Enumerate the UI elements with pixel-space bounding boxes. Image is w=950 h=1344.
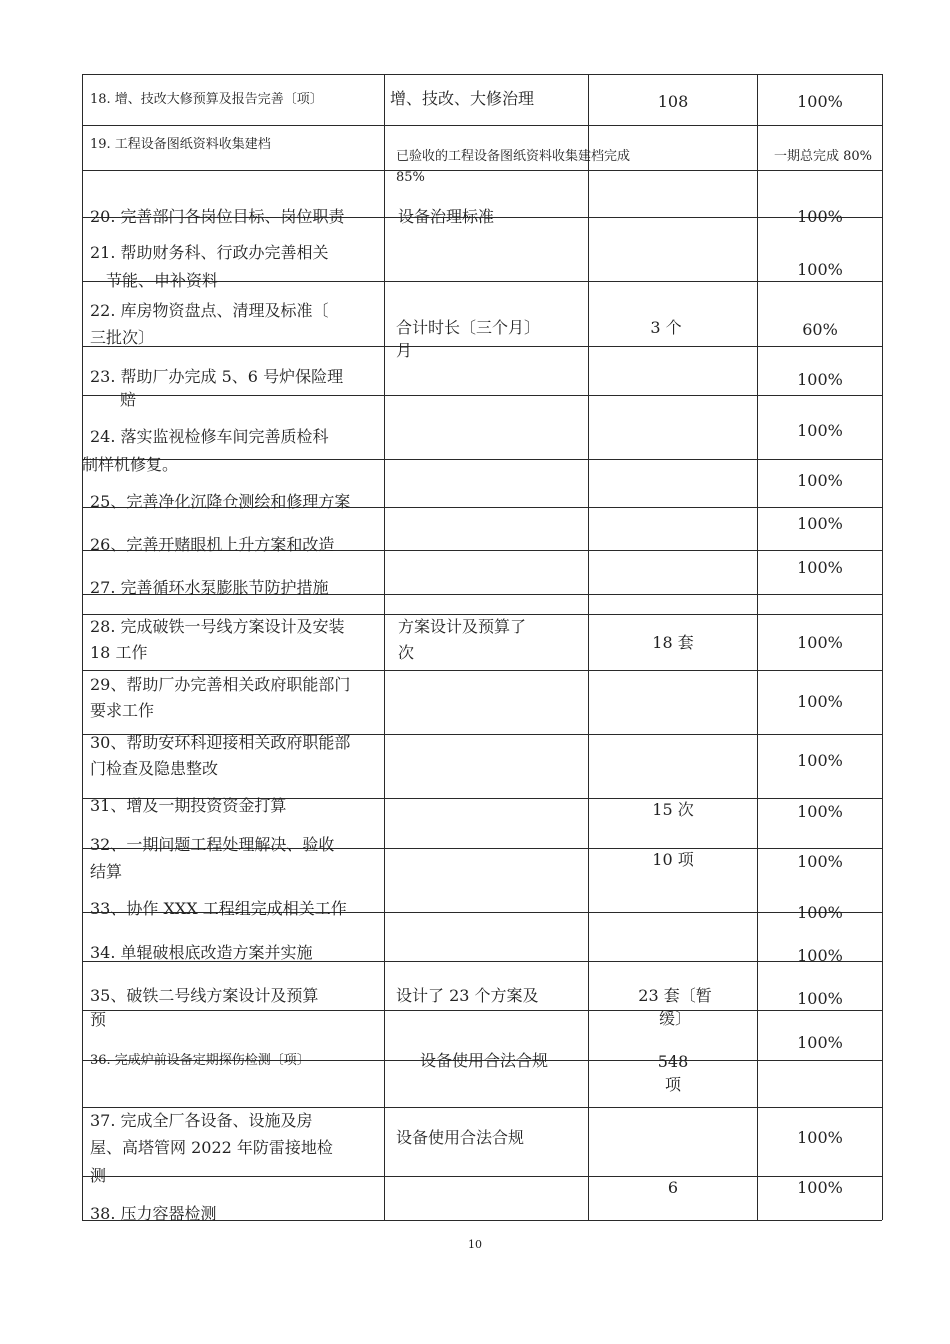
table-rule bbox=[82, 125, 882, 126]
quantity-cell-text: 23 套〔暂 bbox=[638, 986, 712, 1005]
item-cell-text: 制样机修复。 bbox=[82, 455, 179, 474]
item-cell-text: 预 bbox=[90, 1010, 107, 1029]
description-cell-text: 次 bbox=[398, 643, 415, 662]
completion-cell-text: 100% bbox=[797, 1128, 843, 1147]
item-cell-text: 赔 bbox=[120, 390, 137, 409]
completion-cell-text: 100% bbox=[797, 1178, 843, 1197]
description-cell-text: 85% bbox=[396, 170, 425, 185]
item-cell-text: 28. 完成破铁一号线方案设计及安装 bbox=[90, 617, 345, 636]
quantity-cell-text: 18 套 bbox=[652, 633, 694, 652]
quantity-cell-text: 548 bbox=[657, 1052, 689, 1071]
item-cell-text: 18. 增、技改大修预算及报告完善〔项〕 bbox=[90, 92, 323, 107]
quantity-cell-text: 15 次 bbox=[652, 800, 694, 819]
item-cell-text: 25、完善净化沉降仓测绘和修理方案 bbox=[90, 492, 351, 511]
description-cell-text: 增、技改、大修治理 bbox=[390, 89, 535, 108]
description-cell-text: 月 bbox=[396, 341, 413, 360]
quantity-cell-text: 108 bbox=[657, 92, 689, 111]
item-cell-text: 36. 完成炉前设备定期探伤检测〔项〕 bbox=[90, 1053, 310, 1068]
page-number: 10 bbox=[468, 1238, 482, 1251]
item-cell-text: 30、帮助安环科迎接相关政府职能部 bbox=[90, 733, 351, 752]
completion-cell-text: 100% bbox=[797, 802, 843, 821]
completion-cell-text: 100% bbox=[797, 471, 843, 490]
completion-cell-text: 100% bbox=[797, 852, 843, 871]
table-rule bbox=[82, 670, 882, 671]
item-cell-text: 21. 帮助财务科、行政办完善相关 bbox=[90, 243, 329, 262]
description-cell-text: 设备使用合法合规 bbox=[420, 1051, 549, 1070]
completion-cell-text: 100% bbox=[797, 903, 843, 922]
item-cell-text: 34. 单辊破根底改造方案并实施 bbox=[90, 943, 313, 962]
table-rule bbox=[82, 1176, 882, 1177]
description-cell-text: 已验收的工程设备图纸资料收集建档完成 bbox=[396, 149, 631, 164]
table-rule bbox=[82, 395, 882, 396]
completion-cell-text: 100% bbox=[797, 370, 843, 389]
completion-cell-text: 100% bbox=[797, 989, 843, 1008]
quantity-cell-text: 缓〕 bbox=[658, 1009, 692, 1028]
completion-cell-text: 100% bbox=[797, 692, 843, 711]
item-cell-text: 要求工作 bbox=[90, 701, 155, 720]
description-cell-text: 设计了 23 个方案及 bbox=[396, 986, 539, 1005]
item-cell-text: 23. 帮助厂办完成 5、6 号炉保险理 bbox=[90, 367, 344, 386]
item-cell-text: 32、一期问题工程处理解决、验收 bbox=[90, 835, 335, 854]
item-cell-text: 24. 落实监视检修车间完善质检科 bbox=[90, 427, 329, 446]
table-rule bbox=[82, 1107, 882, 1108]
table-rule bbox=[82, 614, 882, 615]
table-column-rule bbox=[757, 74, 758, 1220]
item-cell-text: 37. 完成全厂各设备、设施及房 bbox=[90, 1111, 313, 1130]
completion-cell-text: 100% bbox=[797, 1033, 843, 1052]
table-column-rule bbox=[82, 74, 83, 1220]
item-cell-text: 三批次〕 bbox=[90, 328, 155, 347]
item-cell-text: 31、增及一期投资资金打算 bbox=[90, 796, 287, 815]
item-cell-text: 33、协作 XXX 工程组完成相关工作 bbox=[90, 899, 347, 918]
item-cell-text: 门检查及隐患整改 bbox=[90, 759, 219, 778]
quantity-cell-text: 6 bbox=[667, 1178, 679, 1197]
completion-cell-text: 100% bbox=[797, 207, 843, 226]
completion-cell-text: 一期总完成 80% bbox=[773, 149, 873, 164]
table-column-rule bbox=[384, 74, 385, 1220]
item-cell-text: 测 bbox=[90, 1166, 107, 1185]
item-cell-text: 22. 库房物资盘点、清理及标准〔 bbox=[90, 301, 329, 320]
item-cell-text: 19. 工程设备图纸资料收集建档 bbox=[90, 137, 271, 152]
table-rule bbox=[82, 1010, 882, 1011]
table-rule bbox=[82, 459, 882, 460]
quantity-cell-text: 项 bbox=[664, 1075, 682, 1094]
table-rule bbox=[82, 170, 882, 171]
table-column-rule bbox=[882, 74, 883, 1220]
item-cell-text: 20. 完善部门各岗位目标、岗位职责 bbox=[90, 207, 345, 226]
completion-cell-text: 100% bbox=[797, 421, 843, 440]
description-cell-text: 方案设计及预算了 bbox=[398, 617, 527, 636]
description-cell-text: 设备治理标准 bbox=[398, 207, 495, 226]
item-cell-text: 35、破铁二号线方案设计及预算 bbox=[90, 986, 319, 1005]
completion-cell-text: 100% bbox=[797, 946, 843, 965]
completion-cell-text: 100% bbox=[797, 514, 843, 533]
description-cell-text: 合计时长〔三个月〕 bbox=[396, 318, 541, 337]
item-cell-text: 节能、申补资料 bbox=[106, 271, 219, 290]
table-column-rule bbox=[588, 74, 589, 1220]
item-cell-text: 结算 bbox=[90, 862, 123, 881]
completion-cell-text: 100% bbox=[797, 260, 843, 279]
completion-cell-text: 100% bbox=[797, 92, 843, 111]
item-cell-text: 18 工作 bbox=[90, 643, 148, 662]
item-cell-text: 屋、高塔管网 2022 年防雷接地检 bbox=[90, 1138, 333, 1157]
completion-cell-text: 100% bbox=[797, 558, 843, 577]
completion-cell-text: 60% bbox=[802, 320, 838, 339]
completion-cell-text: 100% bbox=[797, 751, 843, 770]
item-cell-text: 29、帮助厂办完善相关政府职能部门 bbox=[90, 675, 351, 694]
quantity-cell-text: 10 项 bbox=[652, 850, 694, 869]
table-rule bbox=[82, 346, 882, 347]
item-cell-text: 26、完善开赌眼机上升方案和改造 bbox=[90, 535, 335, 554]
completion-cell-text: 100% bbox=[797, 633, 843, 652]
item-cell-text: 27. 完善循环水泵膨胀节防护措施 bbox=[90, 578, 329, 597]
description-cell-text: 设备使用合法合规 bbox=[396, 1128, 525, 1147]
table-rule bbox=[82, 74, 882, 75]
quantity-cell-text: 3 个 bbox=[650, 318, 682, 337]
item-cell-text: 38. 压力容器检测 bbox=[90, 1204, 217, 1223]
